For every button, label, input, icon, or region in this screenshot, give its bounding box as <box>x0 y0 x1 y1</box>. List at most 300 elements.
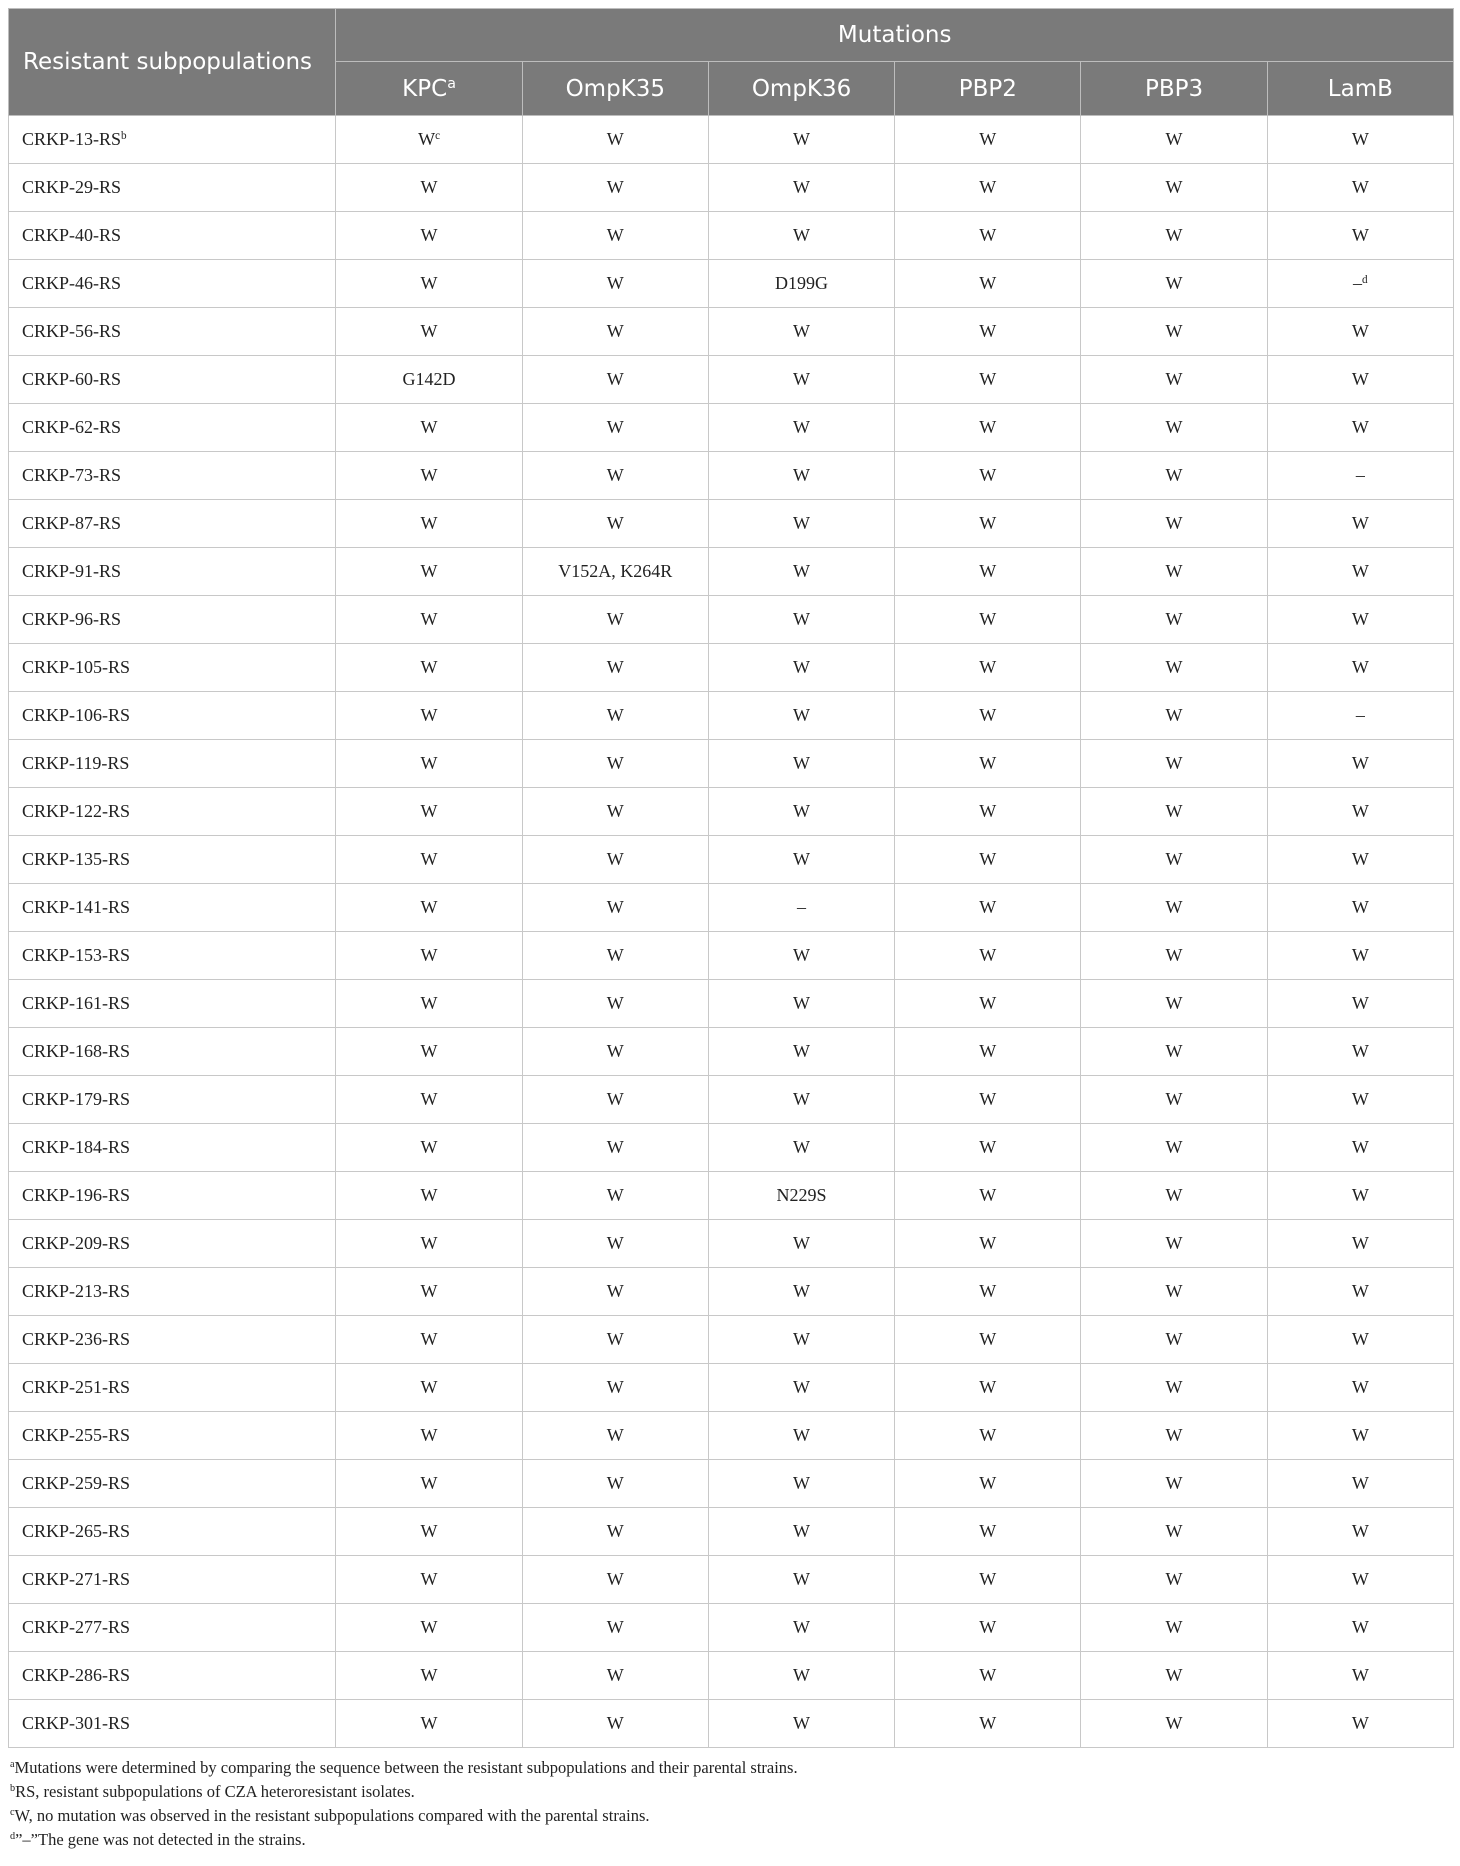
table-cell <box>522 1268 708 1316</box>
table-cell <box>708 1556 894 1604</box>
table-cell <box>522 1028 708 1076</box>
footnote-text: RS, resistant subpopulations of CZA heteroresistant isolates. <box>15 1782 415 1801</box>
row-name: CRKP-251-RS <box>22 1377 131 1397</box>
table-cell <box>336 1412 522 1460</box>
cell-value: W <box>1351 993 1369 1013</box>
cell-value: W <box>1351 417 1369 437</box>
cell-value: W <box>1165 1473 1183 1493</box>
row-name: CRKP-196-RS <box>22 1185 131 1205</box>
table-cell <box>522 1460 708 1508</box>
stub-header: Resistant subpopulations <box>9 9 336 116</box>
table-cell <box>1081 1700 1267 1748</box>
row-name-cell <box>9 1124 336 1172</box>
cell-value: W <box>793 129 811 149</box>
cell-value: W <box>418 129 436 149</box>
table-cell <box>336 164 522 212</box>
cell-value: W <box>793 1569 811 1589</box>
table-cell <box>336 1316 522 1364</box>
cell-value: W <box>979 1185 997 1205</box>
table-row <box>9 788 1454 836</box>
cell-value: W <box>1351 1665 1369 1685</box>
table-cell <box>522 1604 708 1652</box>
cell-value: W <box>1165 417 1183 437</box>
cell-value: W <box>793 753 811 773</box>
table-cell <box>895 500 1081 548</box>
table-cell <box>708 1268 894 1316</box>
cell-value: W <box>979 657 997 677</box>
cell-value: W <box>606 225 624 245</box>
cell-value: W <box>793 417 811 437</box>
row-name: CRKP-255-RS <box>22 1425 131 1445</box>
table-row <box>9 548 1454 596</box>
cell-value: W <box>1165 369 1183 389</box>
table-cell <box>1267 452 1453 500</box>
table-cell <box>522 1556 708 1604</box>
row-name: CRKP-29-RS <box>22 177 122 197</box>
table-cell <box>1081 1316 1267 1364</box>
table-cell <box>1081 164 1267 212</box>
table-cell <box>1267 500 1453 548</box>
table-cell <box>895 308 1081 356</box>
table-cell <box>708 548 894 596</box>
cell-value: W <box>420 417 438 437</box>
table-cell <box>522 836 708 884</box>
cell-value: W <box>1165 1137 1183 1157</box>
cell-value: W <box>420 705 438 725</box>
table-cell <box>522 116 708 164</box>
table-cell <box>1081 1268 1267 1316</box>
cell-value: W <box>1351 1473 1369 1493</box>
table-row <box>9 356 1454 404</box>
table-cell <box>336 404 522 452</box>
table-cell <box>1267 1268 1453 1316</box>
table-cell <box>522 692 708 740</box>
cell-value: W <box>606 1329 624 1349</box>
row-name: CRKP-301-RS <box>22 1713 131 1733</box>
table-cell <box>708 1364 894 1412</box>
cell-value: W <box>793 1521 811 1541</box>
cell-value: W <box>1351 1713 1369 1733</box>
table-row <box>9 452 1454 500</box>
cell-value: W <box>420 321 438 341</box>
cell-value: W <box>606 1137 624 1157</box>
row-name-cell <box>9 116 336 164</box>
row-name-cell <box>9 500 336 548</box>
cell-value: W <box>420 1713 438 1733</box>
table-cell <box>1267 692 1453 740</box>
row-name: CRKP-87-RS <box>22 513 122 533</box>
cell-value: W <box>1351 1569 1369 1589</box>
table-cell <box>708 1124 894 1172</box>
cell-value: W <box>1351 1233 1369 1253</box>
row-name-cell <box>9 1460 336 1508</box>
table-cell <box>336 788 522 836</box>
table-cell <box>336 1076 522 1124</box>
cell-value: W <box>793 945 811 965</box>
cell-value: W <box>793 225 811 245</box>
footnote <box>10 1828 1454 1852</box>
row-name-cell <box>9 932 336 980</box>
row-name-cell <box>9 980 336 1028</box>
footnote <box>10 1804 1454 1828</box>
footnotes <box>8 1756 1454 1852</box>
cell-value: W <box>606 513 624 533</box>
cell-value: W <box>420 1041 438 1061</box>
table-cell <box>708 740 894 788</box>
cell-value: W <box>793 1473 811 1493</box>
table-cell <box>1081 1172 1267 1220</box>
cell-value: W <box>1351 1089 1369 1109</box>
cell-value: W <box>1165 1089 1183 1109</box>
table-cell <box>708 788 894 836</box>
table-cell <box>522 212 708 260</box>
table-cell <box>1267 1316 1453 1364</box>
table-cell <box>708 1316 894 1364</box>
column-header-label: PBP2 <box>958 75 1017 102</box>
table-cell <box>1081 1028 1267 1076</box>
table-cell <box>336 884 522 932</box>
table-cell <box>522 500 708 548</box>
table-cell <box>895 884 1081 932</box>
table-cell <box>708 1508 894 1556</box>
table-cell <box>336 308 522 356</box>
table-row <box>9 260 1454 308</box>
cell-value: W <box>1165 1377 1183 1397</box>
table-cell <box>522 1412 708 1460</box>
table-cell <box>1267 1364 1453 1412</box>
cell-value: W <box>979 561 997 581</box>
row-name: CRKP-168-RS <box>22 1041 131 1061</box>
row-name-cell <box>9 1220 336 1268</box>
column-header-label: OmpK35 <box>565 75 666 102</box>
table-cell <box>895 644 1081 692</box>
row-name: CRKP-91-RS <box>22 561 122 581</box>
table-cell <box>895 788 1081 836</box>
row-name-cell <box>9 260 336 308</box>
cell-value: W <box>1351 321 1369 341</box>
table-cell <box>336 500 522 548</box>
cell-value: W <box>979 465 997 485</box>
table-row <box>9 1076 1454 1124</box>
table-header <box>9 9 1454 116</box>
row-name: CRKP-277-RS <box>22 1617 131 1637</box>
cell-value: W <box>1165 1041 1183 1061</box>
table-cell <box>1081 452 1267 500</box>
cell-value: W <box>979 1617 997 1637</box>
cell-value: W <box>1351 177 1369 197</box>
cell-value: W <box>1351 1521 1369 1541</box>
table-cell <box>1267 1604 1453 1652</box>
cell-value: W <box>1351 753 1369 773</box>
cell-value: W <box>1165 1185 1183 1205</box>
table-row <box>9 1700 1454 1748</box>
table-cell <box>895 1604 1081 1652</box>
table-cell <box>336 1364 522 1412</box>
table-cell <box>708 116 894 164</box>
cell-value: W <box>1165 945 1183 965</box>
table-cell <box>336 1700 522 1748</box>
cell-value: W <box>420 225 438 245</box>
table-cell <box>1081 740 1267 788</box>
row-name-cell <box>9 1508 336 1556</box>
cell-value: W <box>793 1137 811 1157</box>
table-cell <box>708 500 894 548</box>
table-cell <box>895 164 1081 212</box>
cell-value: W <box>606 1713 624 1733</box>
row-name: CRKP-184-RS <box>22 1137 131 1157</box>
table-cell <box>336 116 522 164</box>
cell-value: W <box>1351 1377 1369 1397</box>
table-cell <box>1081 1652 1267 1700</box>
table-cell <box>708 356 894 404</box>
row-name: CRKP-161-RS <box>22 993 131 1013</box>
table-cell <box>895 1220 1081 1268</box>
cell-value: W <box>420 273 438 293</box>
table-cell <box>895 1364 1081 1412</box>
table-cell <box>522 740 708 788</box>
cell-value: G142D <box>402 369 456 389</box>
row-name-cell <box>9 1652 336 1700</box>
table-cell <box>708 308 894 356</box>
row-name-cell <box>9 1172 336 1220</box>
table-cell <box>522 1172 708 1220</box>
row-name-cell <box>9 884 336 932</box>
table-cell <box>522 164 708 212</box>
cell-value: W <box>1165 177 1183 197</box>
table-cell <box>1081 260 1267 308</box>
table-cell <box>895 836 1081 884</box>
table-cell <box>1081 308 1267 356</box>
table-cell <box>336 356 522 404</box>
cell-value: W <box>793 177 811 197</box>
table-cell <box>1267 356 1453 404</box>
cell-value: W <box>1165 561 1183 581</box>
cell-value: W <box>979 129 997 149</box>
row-name: CRKP-213-RS <box>22 1281 131 1301</box>
table-row <box>9 1508 1454 1556</box>
cell-value: W <box>606 321 624 341</box>
row-name-cell <box>9 740 336 788</box>
row-name: CRKP-73-RS <box>22 465 122 485</box>
table-cell <box>522 356 708 404</box>
cell-value: W <box>420 849 438 869</box>
cell-value: W <box>420 657 438 677</box>
table-cell <box>1267 1556 1453 1604</box>
table-row <box>9 1412 1454 1460</box>
table-cell <box>336 1124 522 1172</box>
table-cell <box>336 740 522 788</box>
cell-value: W <box>606 1281 624 1301</box>
cell-value: W <box>606 657 624 677</box>
row-name: CRKP-62-RS <box>22 417 122 437</box>
cell-value: W <box>420 177 438 197</box>
table-cell <box>1081 884 1267 932</box>
row-name-cell <box>9 1700 336 1748</box>
cell-value: W <box>1351 225 1369 245</box>
table-cell <box>522 980 708 1028</box>
cell-value: W <box>793 1713 811 1733</box>
cell-value: W <box>979 609 997 629</box>
cell-value: W <box>420 1617 438 1637</box>
cell-value: W <box>420 1521 438 1541</box>
cell-value: W <box>1165 273 1183 293</box>
cell-value: W <box>979 753 997 773</box>
table-cell <box>895 452 1081 500</box>
cell-value: W <box>606 849 624 869</box>
cell-value: W <box>793 1329 811 1349</box>
table-cell <box>708 1028 894 1076</box>
cell-value: W <box>606 801 624 821</box>
cell-value: W <box>1165 609 1183 629</box>
row-name-cell <box>9 1364 336 1412</box>
table-cell <box>336 212 522 260</box>
table-cell <box>336 692 522 740</box>
cell-value: W <box>1351 897 1369 917</box>
table-cell <box>708 644 894 692</box>
table-cell <box>336 1220 522 1268</box>
table-row <box>9 404 1454 452</box>
table-cell <box>708 1412 894 1460</box>
table-cell <box>336 836 522 884</box>
table-row <box>9 1220 1454 1268</box>
row-name: CRKP-271-RS <box>22 1569 131 1589</box>
cell-value: D199G <box>775 273 829 293</box>
table-row <box>9 1124 1454 1172</box>
table-cell <box>522 1364 708 1412</box>
row-name-cell <box>9 356 336 404</box>
column-header-ompk36 <box>708 62 894 116</box>
cell-value: W <box>793 1617 811 1637</box>
row-name: CRKP-286-RS <box>22 1665 131 1685</box>
cell-value: W <box>420 1185 438 1205</box>
cell-value: W <box>1165 129 1183 149</box>
table-row <box>9 308 1454 356</box>
cell-value: W <box>793 561 811 581</box>
row-name-cell <box>9 1076 336 1124</box>
cell-value: W <box>1351 369 1369 389</box>
cell-value: W <box>420 513 438 533</box>
cell-value: – <box>797 897 807 917</box>
row-name-cell <box>9 692 336 740</box>
row-name: CRKP-259-RS <box>22 1473 131 1493</box>
table-cell <box>895 692 1081 740</box>
cell-value: W <box>979 1041 997 1061</box>
table-cell <box>336 1172 522 1220</box>
row-name: CRKP-56-RS <box>22 321 122 341</box>
table-cell <box>895 1124 1081 1172</box>
row-name: CRKP-153-RS <box>22 945 131 965</box>
cell-value: W <box>1165 1617 1183 1637</box>
row-name: CRKP-141-RS <box>22 897 131 917</box>
table-cell <box>895 1700 1081 1748</box>
cell-value: W <box>979 177 997 197</box>
table-cell <box>708 164 894 212</box>
cell-value: W <box>606 1377 624 1397</box>
table-cell <box>1081 116 1267 164</box>
row-name-cell <box>9 452 336 500</box>
table-cell <box>336 452 522 500</box>
cell-value: W <box>1351 657 1369 677</box>
row-name: CRKP-179-RS <box>22 1089 131 1109</box>
table-cell <box>522 884 708 932</box>
table-cell <box>895 1268 1081 1316</box>
table-cell <box>336 1268 522 1316</box>
cell-value: W <box>420 1089 438 1109</box>
table-cell <box>895 980 1081 1028</box>
cell-value: W <box>979 849 997 869</box>
table-cell <box>708 452 894 500</box>
cell-value: W <box>606 177 624 197</box>
table-cell <box>708 596 894 644</box>
table-cell <box>1081 644 1267 692</box>
table-cell <box>1267 404 1453 452</box>
cell-value: W <box>979 993 997 1013</box>
table-row <box>9 116 1454 164</box>
row-name-cell <box>9 1412 336 1460</box>
table-row <box>9 500 1454 548</box>
table-cell <box>1267 644 1453 692</box>
table-cell <box>1081 1604 1267 1652</box>
cell-value: W <box>793 609 811 629</box>
table-cell <box>895 260 1081 308</box>
footnote-text: ”–”The gene was not detected in the strains. <box>15 1830 306 1849</box>
table-cell <box>1267 116 1453 164</box>
cell-value: W <box>606 1665 624 1685</box>
table-cell <box>1081 1412 1267 1460</box>
row-name: CRKP-119-RS <box>22 753 130 773</box>
cell-value: W <box>793 369 811 389</box>
cell-value: W <box>1165 225 1183 245</box>
table-cell <box>1267 740 1453 788</box>
cell-value: W <box>1165 849 1183 869</box>
table-row <box>9 164 1454 212</box>
cell-value: W <box>606 417 624 437</box>
table-cell <box>522 788 708 836</box>
table-cell <box>1081 692 1267 740</box>
cell-value: W <box>606 1041 624 1061</box>
table-cell <box>895 1652 1081 1700</box>
cell-value: W <box>979 417 997 437</box>
column-header-label: OmpK36 <box>751 75 852 102</box>
cell-value: W <box>979 1137 997 1157</box>
row-name: CRKP-122-RS <box>22 801 131 821</box>
table-cell <box>895 1508 1081 1556</box>
table-row <box>9 1604 1454 1652</box>
table-cell <box>708 1700 894 1748</box>
cell-value: W <box>420 465 438 485</box>
table-cell <box>1267 1220 1453 1268</box>
row-name-cell <box>9 548 336 596</box>
table-cell <box>895 1316 1081 1364</box>
cell-value: W <box>420 1425 438 1445</box>
table-cell <box>895 212 1081 260</box>
cell-value: W <box>606 1617 624 1637</box>
table-cell <box>522 548 708 596</box>
cell-value: – <box>1353 273 1363 293</box>
group-header-mutations: Mutations <box>336 9 1454 62</box>
table-container <box>8 8 1454 1852</box>
row-name-cell <box>9 404 336 452</box>
table-row <box>9 1172 1454 1220</box>
table-cell <box>522 1508 708 1556</box>
cell-value: W <box>606 993 624 1013</box>
table-cell <box>708 692 894 740</box>
cell-value: W <box>979 1521 997 1541</box>
table-cell <box>1267 1652 1453 1700</box>
row-name-cell <box>9 164 336 212</box>
cell-value: W <box>1351 849 1369 869</box>
cell-value: W <box>420 609 438 629</box>
